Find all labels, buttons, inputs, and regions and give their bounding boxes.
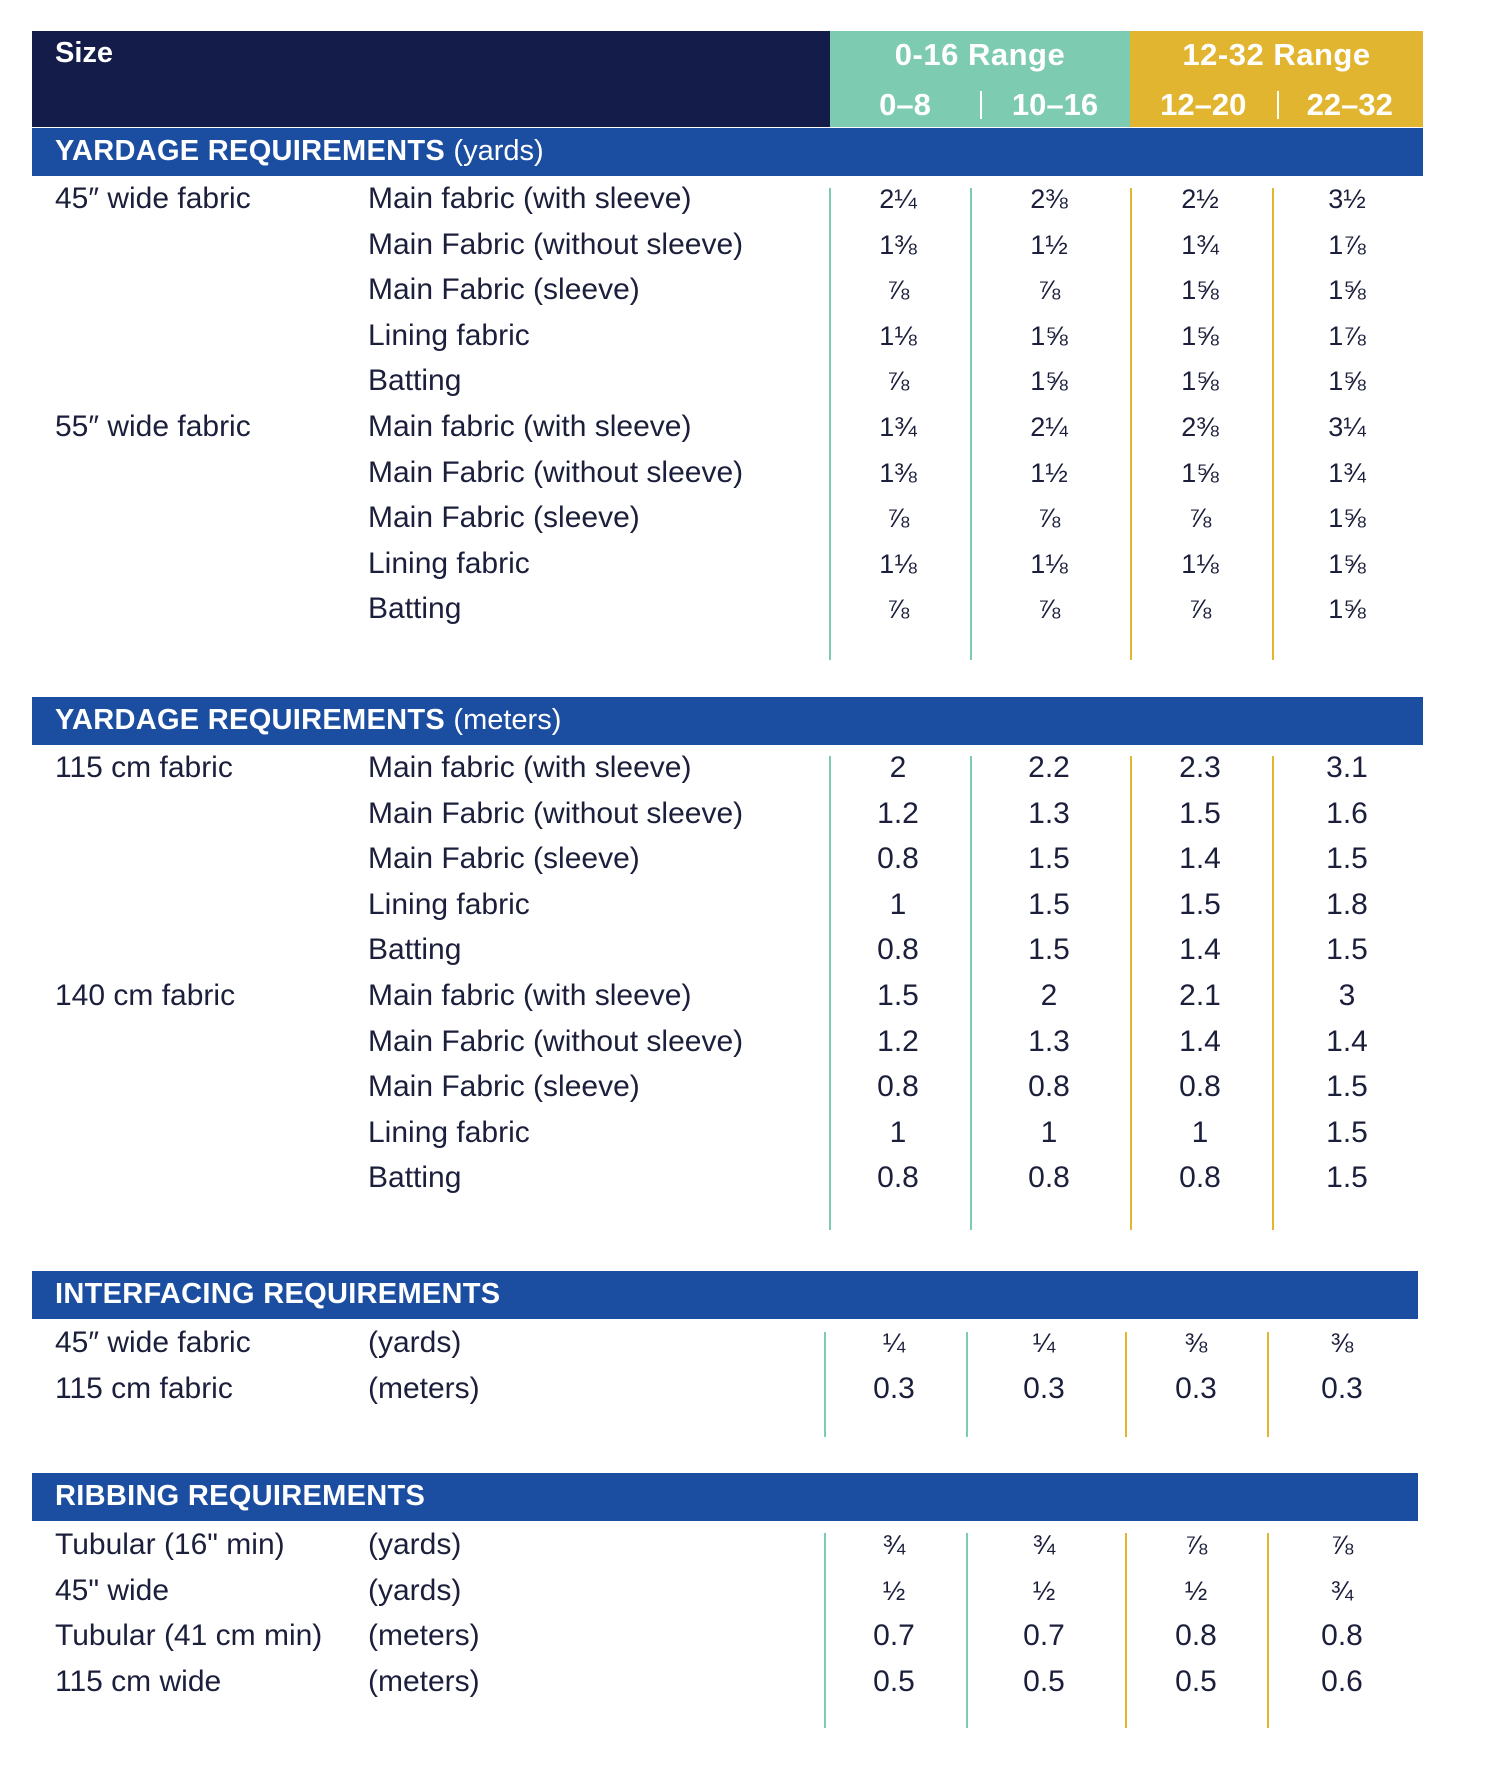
value-cell: 1.5	[1028, 933, 1070, 967]
table-row	[0, 1659, 1504, 1705]
value-cell: 1.5	[1179, 796, 1221, 830]
value-cell: ½	[882, 1575, 906, 1606]
value-cell: 1⅜	[879, 229, 917, 260]
row-item-label: Lining fabric	[368, 318, 530, 352]
value-cell: 1.5	[1326, 1161, 1368, 1195]
value-cell: 2.1	[1179, 979, 1221, 1012]
value-cell: 0.7	[873, 1619, 915, 1653]
row-group-label: 55″ wide fabric	[55, 410, 251, 443]
range-header-0-16	[830, 31, 1130, 127]
value-cell: 1.6	[1326, 796, 1368, 830]
value-cell: 2	[889, 751, 907, 784]
value-cell: ⅞	[1037, 275, 1061, 306]
table-row	[0, 450, 1504, 496]
value-cell: 3½	[1328, 184, 1366, 214]
value-cell: 1.5	[1326, 933, 1368, 967]
value-cell: 2⅜	[1181, 412, 1219, 442]
value-cell: 1.4	[1179, 842, 1221, 876]
value-cell: ⅜	[1330, 1328, 1354, 1358]
table-row	[0, 1155, 1504, 1201]
row-item-label: Main Fabric (without sleeve)	[368, 455, 744, 489]
section-header-bar	[32, 128, 1423, 176]
value-cell: ½	[1032, 1575, 1056, 1606]
row-group-label: 45″ wide fabric	[55, 1326, 251, 1359]
value-cell: 3¼	[1328, 412, 1366, 442]
value-cell: 3	[1338, 979, 1356, 1012]
range-title: 12-32 Range	[1182, 37, 1371, 72]
section-title	[55, 704, 561, 737]
value-cell: 1⅝	[1030, 320, 1068, 351]
row-group-label: 115 cm wide	[55, 1664, 222, 1698]
table-row	[0, 882, 1504, 928]
value-cell: 0.8	[1028, 1161, 1070, 1195]
value-cell: 1.5	[877, 979, 919, 1012]
value-cell: ⅞	[1037, 503, 1061, 534]
table-row	[0, 267, 1504, 313]
value-cell: 1	[889, 1115, 907, 1149]
value-cell: 0.8	[877, 1161, 919, 1195]
section-title	[55, 135, 544, 168]
size-column-header: 0–8	[879, 87, 931, 122]
table-row	[0, 404, 1504, 450]
value-cell: 0.8	[1321, 1619, 1363, 1653]
value-cell: 1⅛	[1181, 548, 1219, 579]
table-row	[0, 586, 1504, 632]
value-cell: 1.4	[1326, 1024, 1368, 1058]
table-row	[0, 836, 1504, 882]
row-item-label: Batting	[368, 1161, 462, 1195]
value-cell: 1.5	[1326, 1070, 1368, 1104]
value-cell: 2½	[1181, 184, 1219, 214]
value-cell: 1⅝	[1181, 275, 1219, 306]
row-item-label: Main fabric (with sleeve)	[368, 979, 692, 1012]
row-item-label: Main Fabric (sleeve)	[368, 1070, 640, 1104]
value-cell: 2.2	[1028, 751, 1070, 784]
value-cell: 1	[1191, 1115, 1209, 1149]
size-column-header: 10–16	[1011, 87, 1099, 122]
size-column-header: 22–32	[1306, 87, 1393, 122]
value-cell: ¾	[1330, 1575, 1354, 1606]
section-unit: (meters)	[453, 704, 562, 736]
section-title-text: INTERFACING REQUIREMENTS	[55, 1278, 501, 1310]
value-cell: 1.5	[1326, 842, 1368, 876]
row-item-label: Lining fabric	[368, 1115, 530, 1149]
value-cell: 1.5	[1326, 1115, 1368, 1149]
row-item-label: Main fabric (with sleeve)	[368, 751, 692, 784]
value-cell: 1⅝	[1328, 503, 1366, 534]
section-header-bar	[32, 697, 1423, 745]
section-title-text: YARDAGE REQUIREMENTS	[55, 704, 446, 736]
value-cell: 1⅞	[1328, 320, 1366, 351]
value-cell: 0.8	[877, 1070, 919, 1104]
row-item-label: (yards)	[368, 1528, 462, 1561]
section-title	[55, 1278, 500, 1311]
value-cell: 0.7	[1023, 1619, 1065, 1653]
value-cell: ⅞	[1188, 503, 1212, 534]
value-cell: 0.8	[877, 933, 919, 967]
value-cell: 1¾	[1181, 229, 1219, 260]
row-item-label: Batting	[368, 933, 462, 967]
value-cell: 1.2	[877, 796, 919, 830]
row-item-label: (yards)	[368, 1326, 462, 1359]
value-cell: 0.5	[873, 1664, 915, 1698]
value-cell: 1⅝	[1328, 366, 1366, 397]
value-cell: 1.5	[1028, 887, 1070, 921]
row-group-label: 140 cm fabric	[55, 979, 236, 1012]
table-row	[0, 495, 1504, 541]
value-cell: ¼	[882, 1328, 906, 1358]
table-row	[0, 176, 1504, 222]
value-cell: 2	[1040, 979, 1058, 1012]
value-cell: 0.3	[1175, 1371, 1217, 1405]
table-row	[0, 1110, 1504, 1156]
value-cell: 0.8	[1028, 1070, 1070, 1104]
table-row	[0, 541, 1504, 587]
value-cell: ¾	[1032, 1530, 1056, 1560]
value-cell: 0.3	[1023, 1371, 1065, 1405]
value-cell: 1⅝	[1181, 320, 1219, 351]
row-item-label: (meters)	[368, 1371, 480, 1405]
value-cell: 2⅜	[1030, 184, 1068, 214]
value-cell: ⅞	[886, 275, 910, 306]
size-label: Size	[55, 37, 114, 69]
value-cell: 1	[889, 887, 907, 921]
table-row	[0, 1568, 1504, 1614]
value-cell: ¼	[1032, 1328, 1056, 1358]
value-cell: 1⅝	[1328, 594, 1366, 625]
section-header-bar	[32, 1473, 1418, 1521]
value-cell: ⅞	[886, 366, 910, 397]
value-cell: 1⅝	[1181, 457, 1219, 488]
table-row	[0, 973, 1504, 1019]
table-row	[0, 1320, 1504, 1366]
value-cell: 1⅛	[1030, 548, 1068, 579]
section-header-bar	[32, 1271, 1418, 1319]
value-cell: 1½	[1030, 457, 1068, 488]
table-row	[0, 358, 1504, 404]
value-cell: 2.3	[1179, 751, 1221, 784]
size-header-cell	[32, 31, 830, 127]
value-cell: ⅞	[886, 503, 910, 534]
value-cell: 0.5	[1175, 1664, 1217, 1698]
value-cell: ⅞	[1037, 594, 1061, 625]
row-group-label: 115 cm fabric	[55, 1371, 233, 1405]
row-item-label: Main Fabric (without sleeve)	[368, 227, 744, 261]
row-item-label: (yards)	[368, 1573, 462, 1607]
table-row	[0, 1613, 1504, 1659]
row-item-label: Main Fabric (sleeve)	[368, 273, 640, 307]
section-title-text: RIBBING REQUIREMENTS	[55, 1480, 426, 1512]
row-group-label: 115 cm fabric	[55, 751, 233, 784]
range-title: 0-16 Range	[894, 37, 1066, 72]
row-group-label: Tubular (16" min)	[55, 1528, 285, 1561]
value-cell: 1.3	[1028, 1024, 1070, 1058]
value-cell: 1⅜	[879, 457, 917, 488]
table-row	[0, 1019, 1504, 1065]
row-item-label: Lining fabric	[368, 546, 530, 580]
value-cell: ⅞	[1184, 1530, 1208, 1560]
row-item-label: (meters)	[368, 1619, 480, 1653]
value-cell: 1.2	[877, 1024, 919, 1058]
value-cell: 1⅝	[1328, 275, 1366, 306]
section-title-text: YARDAGE REQUIREMENTS	[55, 135, 446, 167]
value-cell: 1¾	[879, 412, 917, 442]
value-cell: 1.8	[1326, 887, 1368, 921]
row-item-label: Main fabric (with sleeve)	[368, 410, 692, 443]
value-cell: 0.8	[1175, 1619, 1217, 1653]
value-cell: 1⅛	[879, 548, 917, 579]
value-cell: 0.8	[1179, 1161, 1221, 1195]
table-row	[0, 791, 1504, 837]
row-item-label: Batting	[368, 364, 462, 398]
value-cell: 1.4	[1179, 933, 1221, 967]
table-row	[0, 1366, 1504, 1412]
value-cell: ¾	[882, 1530, 906, 1560]
table-row	[0, 313, 1504, 359]
value-cell: ½	[1184, 1575, 1208, 1606]
row-item-label: Main Fabric (sleeve)	[368, 842, 640, 876]
row-group-label: Tubular (41 cm min)	[55, 1619, 323, 1653]
value-cell: 1⅝	[1328, 548, 1366, 579]
row-group-label: 45″ wide fabric	[55, 182, 251, 215]
table-row	[0, 222, 1504, 268]
value-cell: 2¼	[879, 184, 917, 214]
table-row	[0, 1522, 1504, 1568]
range-header-12-32	[1130, 31, 1423, 127]
section-unit: (yards)	[453, 135, 544, 167]
value-cell: ⅞	[1188, 594, 1212, 625]
value-cell: 0.6	[1321, 1664, 1363, 1698]
row-item-label: Main Fabric (without sleeve)	[368, 1024, 744, 1058]
row-item-label: Main Fabric (sleeve)	[368, 501, 640, 535]
value-cell: 1½	[1030, 229, 1068, 260]
value-cell: 0.3	[1321, 1371, 1363, 1405]
row-item-label: Main Fabric (without sleeve)	[368, 796, 744, 830]
value-cell: 1⅝	[1030, 366, 1068, 397]
size-column-header: 12–20	[1160, 87, 1247, 122]
row-item-label: (meters)	[368, 1664, 480, 1698]
value-cell: 0.5	[1023, 1664, 1065, 1698]
row-group-label: 45" wide	[55, 1573, 170, 1607]
table-row	[0, 745, 1504, 791]
value-cell: ⅞	[886, 594, 910, 625]
value-cell: 0.8	[877, 842, 919, 876]
value-cell: 1.5	[1179, 887, 1221, 921]
row-item-label: Main fabric (with sleeve)	[368, 182, 692, 215]
value-cell: 3.1	[1326, 751, 1368, 784]
value-cell: 1.3	[1028, 796, 1070, 830]
value-cell: 2¼	[1030, 412, 1068, 442]
value-cell: 1.5	[1028, 842, 1070, 876]
value-cell: 1⅝	[1181, 366, 1219, 397]
value-cell: 1	[1040, 1115, 1058, 1149]
table-row	[0, 927, 1504, 973]
value-cell: 1⅛	[879, 320, 917, 351]
section-title	[55, 1480, 425, 1513]
value-cell: 1.4	[1179, 1024, 1221, 1058]
value-cell: 1⅞	[1328, 229, 1366, 260]
value-cell: 1¾	[1328, 457, 1366, 488]
row-item-label: Batting	[368, 592, 462, 626]
value-cell: 0.8	[1179, 1070, 1221, 1104]
value-cell: ⅜	[1184, 1328, 1208, 1358]
value-cell: ⅞	[1330, 1530, 1354, 1560]
row-item-label: Lining fabric	[368, 887, 530, 921]
value-cell: 0.3	[873, 1371, 915, 1405]
table-row	[0, 1064, 1504, 1110]
